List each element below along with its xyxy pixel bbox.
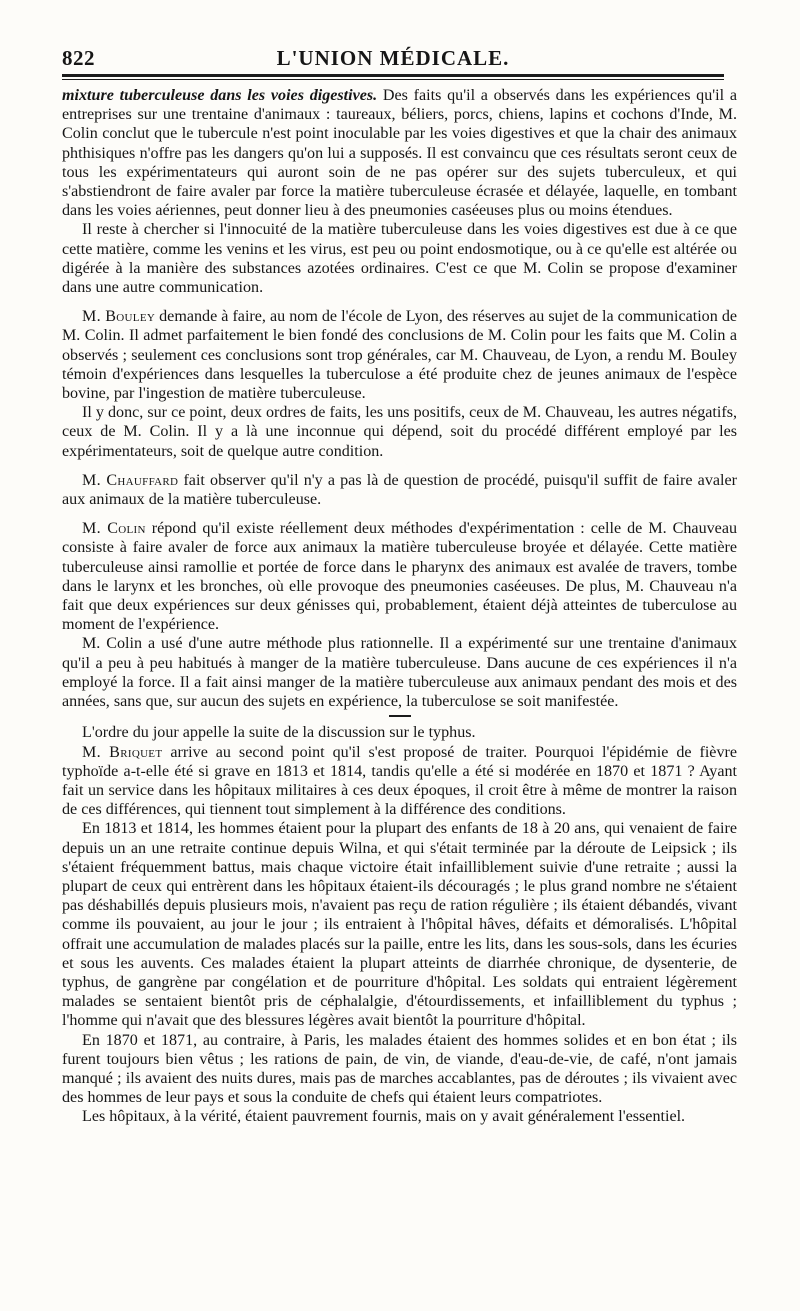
running-head: L'UNION MÉDICALE. (276, 46, 510, 70)
body-text (62, 86, 737, 1127)
paragraph-text: répond qu'il existe réellement deux méthodes d'expérimentation : celle de M. Chauveau consiste à faire avaler de force aux animaux la matière tuberculeuse broyée et délayée. Cette matière tuberculeuse ainsi ramollie et portée de force dans le pharynx des animaux est avalée de travers, tombe dans le larynx et les bronches, où elle provoque des pneumonies caséeuses. De plus, M. Chauveau n'a fait que deux expériences sur deux génisses qui, probablement, étaient déjà atteintes de tuberculose au moment de l'expérience. (62, 520, 738, 634)
paragraph-text: En 1870 et 1871, au contraire, à Paris, les malades étaient des hommes solides et en bon état ; ils furent toujours bien vêtus ; les rations de pain, de vin, de viande, d'eau-de-vie, de café, n'ont jamais manqué ; ils avaient des nuits dures, mais pas de marches accablantes, pas de déroutes ; ils vivaient avec des hommes de leur pays et sous la conduite de chefs qui étaient leurs compatriotes. (62, 1031, 737, 1107)
paragraph-text: L'ordre du jour appelle la suite de la discussion sur le typhus. (82, 724, 476, 742)
italic-lead: mixture tuberculeuse dans les voies digestives. (62, 87, 378, 104)
paragraph-12 (62, 1107, 737, 1126)
paragraph-5 (62, 471, 737, 509)
paragraph-6 (62, 519, 737, 634)
page-number: 822 (62, 46, 95, 70)
speaker-name: M. Briquet (82, 743, 163, 761)
paragraph-text: demande à faire, au nom de l'école de Lyon, des réserves au sujet de la communication de M. Colin. Il admet parfaitement le bien fondé des conclusions de M. Colin pour les faits que M. Colin a observés ; seulement ces conclusions sont trop générales, car M. Chauveau, de Lyon, a rendu M. Bouley témoin d'expériences dans lesquelles la tuberculose a été produite chez de jeunes animaux de l'espèce bovine, par l'ingestion de matière tuberculeuse. (62, 308, 738, 403)
speaker-name: M. Colin (82, 520, 146, 538)
section-separator (389, 715, 411, 717)
paragraph-text: Il reste à chercher si l'innocuité de la matière tuberculeuse dans les voies digestives est due à ce que cette matière, comme les venins et les virus, est peu ou point endosmotique, ou à ce qu'elle est altérée ou digérée à la manière des substances azotées ordinaires. C'est ce que M. Colin se propose d'examiner dans une autre communication. (62, 221, 737, 297)
paragraph-text: M. Colin a usé d'une autre méthode plus rationnelle. Il a expérimenté sur une trentaine d'animaux qu'il a peu à peu habitués à manger de la matière tuberculeuse. Dans aucune de ces expériences il n'a employé la force. Il a fait ainsi manger de la matière tuberculeuse aux animaux pendant des mois et des années, sans que, sur aucun des sujets en expérience, la tuberculose se soit manifestée. (62, 635, 737, 711)
paragraph-text: arrive au second point qu'il s'est proposé de traiter. Pourquoi l'épidémie de fièvre typhoïde a-t-elle été si grave en 1813 et 1814, tandis qu'elle a été si modérée en 1870 et 1871 ? Ayant fait un service dans les hôpitaux militaires à ces deux époques, il croit être à même de montrer la raison de ces différences, qui tiennent tout simplement à la différence des conditions. (62, 743, 737, 819)
page-header (62, 40, 724, 74)
paragraph-3 (62, 307, 737, 403)
paragraph-text: Des faits qu'il a observés dans les expériences qu'il a entreprises sur une trentaine d'animaux : taureaux, béliers, porcs, chiens, lapins et cochons d'Inde, M. Colin conclut que le tubercule n'est point inoculable par les voies digestives et que la chair des animaux phthisiques n'offre pas les dangers qu'on lui a supposés. Il est convaincu que ces résultats seront ceux de tous les expérimentateurs qui auront soin de ne pas opérer sur des sujets tuberculeux, et qui s'abstiendront de faire avaler par force la matière tuberculeuse écrasée et délayée, laquelle, en tombant dans les voies aériennes, peut donner lieu à des pneumonies caséeuses plus ou moins étendues. (62, 87, 737, 220)
paragraph-2 (62, 220, 737, 297)
speaker-name: M. Bouley (82, 308, 156, 326)
paragraph-1 (62, 86, 737, 220)
paragraph-10 (62, 819, 737, 1030)
header-rule-thin (62, 79, 724, 80)
paragraph-11 (62, 1031, 737, 1108)
speaker-name: M. Chauffard (82, 471, 179, 489)
paragraph-7 (62, 634, 737, 711)
paragraph-text: Les hôpitaux, à la vérité, étaient pauvrement fournis, mais on y avait généralement l'essentiel. (82, 1108, 686, 1126)
paragraph-text: Il y donc, sur ce point, deux ordres de faits, les uns positifs, ceux de M. Chauveau, les autres négatifs, ceux de M. Colin. Il y a là une inconnue qui dépend, soit du procédé différent employé par les expérimentateurs, soit de quelque autre condition. (62, 404, 737, 460)
paragraph-text: fait observer qu'il n'y a pas là de question de procédé, puisqu'il suffit de faire avaler aux animaux de la matière tuberculeuse. (62, 471, 737, 509)
paragraph-text: En 1813 et 1814, les hommes étaient pour la plupart des enfants de 18 à 20 ans, qui venaient de faire depuis un an une retraite continue depuis Wilna, et qui s'était terminée par la déroute de Leipsick ; ils s'étaient fréquemment battus, mais chaque victoire était infailliblement suivie d'une retraite ; aussi la plupart de ceux qui entrèrent dans les hôpitaux étaient-ils découragés ; le plus grand nombre ne s'étaient pas déshabillés depuis plusieurs mois, n'avaient pas reçu de ration régulière ; ils étaient débandés, vivant comme ils pouvaient, au jour le jour ; ils entraient à l'hôpital hâves, défaits et démoralisés. L'hôpital offrait une accumulation de malades placés sur la paille, entre les lits, dans les sous-sols, dans les écuries et sous les auvents. Ces malades étaient la plupart atteints de diarrhée chronique, de dysenterie, de typhus, de gangrène par congélation et de pourriture d'hôpital. Les soldats qui entraient légèrement malades se sentaient bientôt pris de céphalalgie, d'étourdissements, et infailliblement du typhus ; l'homme qui n'avait que des blessures légères avait bientôt la pourriture d'hôpital. (62, 820, 737, 1030)
paragraph-9 (62, 743, 737, 820)
paragraph-8 (62, 723, 737, 742)
paragraph-4 (62, 403, 737, 461)
header-rule (62, 74, 724, 77)
